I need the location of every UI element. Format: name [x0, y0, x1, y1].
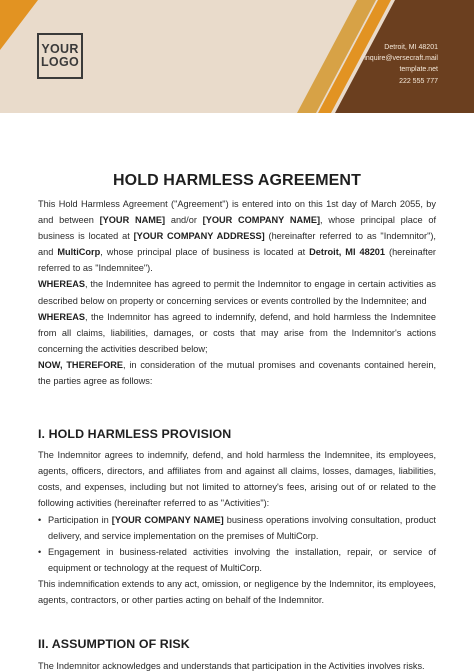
bullet-1-text-2: business operations involving consultation, product delivery, and service implementation on the premises of MultiCorp. [48, 514, 436, 541]
intro-paragraph [38, 196, 436, 276]
intro-text-2: and/or [165, 215, 203, 226]
contact-website: template.net [399, 66, 438, 74]
section-1-paragraph-2: This indemnification extends to any act, omission, or negligence by the Indemnitor, its employees, agents, contractors, or other parties acting on behalf of the Indemnitor. [38, 578, 436, 605]
activities-list [38, 512, 436, 576]
intro-text-6: (hereinafter referred to as "Indemnitee"). [38, 247, 436, 274]
company-name-placeholder: [YOUR COMPANY NAME] [202, 215, 321, 226]
section-1-paragraph-1: The Indemnitor agrees to indemnify, defend, and hold harmless the Indemnitee, its employees, agents, officers, directors, and affiliates from and against all claims, losses, damages, liabilities, costs, and expenses, including but not limited to attorney's fees, arising out of or related to the following activities (hereinafter referred to as "Activities"): [38, 450, 436, 509]
bullet-1-text-1: Participation in [48, 514, 112, 525]
contact-city: Detroit, MI 48201 [384, 44, 438, 51]
company-address-placeholder: [YOUR COMPANY ADDRESS] [133, 231, 265, 242]
whereas-paragraph-2 [38, 309, 436, 357]
list-item [38, 544, 436, 576]
section-1-heading: I. HOLD HARMLESS PROVISION [38, 427, 232, 442]
bullet-icon: • [38, 546, 42, 557]
contact-email: inquire@versecraft.mail [364, 55, 438, 63]
indemnitee-address: Detroit, MI 48201 [309, 247, 386, 258]
logo-line-1: YOUR [41, 42, 79, 56]
bullet-icon: • [38, 514, 42, 525]
bullet-2-text: Engagement in business-related activities involving the installation, repair, or service of equipment or technology at the request of MultiCorp. [48, 546, 436, 573]
therefore-text: , in consideration of the mutual promises and covenants contained herein, the parties agree as follows: [38, 359, 436, 387]
intro-text-1: This Hold Harmless Agreement ("Agreement") is entered into on this 1st day of March 2055, by and between [38, 199, 436, 226]
bullet-1-company-placeholder: [YOUR COMPANY NAME] [111, 514, 224, 525]
contact-phone: 222 555 777 [399, 77, 438, 85]
list-item [38, 512, 436, 544]
letterhead [0, 0, 474, 113]
whereas-paragraph-1 [38, 276, 436, 308]
whereas-text-1: , the Indemnitee has agreed to permit the Indemnitor to engage in certain activities as described below on property or concerning services or events controlled by the Indemnitee; and [38, 279, 436, 306]
whereas-keyword: WHEREAS [38, 279, 85, 290]
document-title: HOLD HARMLESS AGREEMENT [113, 172, 361, 189]
logo-line-2: LOGO [40, 55, 79, 69]
whereas-text-2: , the Indemnitor has agreed to indemnify, defend, and hold harmless the Indemnitee from all claims, liabilities, damages, or costs that may arise from the Indemnitor's actions concerning the activities described below; [38, 311, 436, 354]
intro-text-3: , whose principal place of business is located at [38, 215, 437, 242]
your-name-placeholder: [YOUR NAME] [99, 215, 166, 226]
section-2-paragraph-1: The Indemnitor acknowledges and understands that participation in the Activities involves risks. [38, 661, 425, 671]
agreement-body [38, 172, 436, 671]
section-2-heading: II. ASSUMPTION OF RISK [38, 637, 190, 652]
intro-text-5: , whose principal place of business is located at [100, 247, 310, 258]
intro-text-4: (hereinafter referred to as "Indemnitor"), and [38, 231, 436, 258]
contact-info [288, 42, 438, 87]
therefore-keyword: NOW, THEREFORE [38, 359, 123, 370]
whereas-keyword: WHEREAS [38, 311, 85, 322]
therefore-paragraph [38, 357, 436, 389]
indemnitee-name: MultiCorp [57, 247, 101, 258]
company-logo [37, 33, 83, 79]
